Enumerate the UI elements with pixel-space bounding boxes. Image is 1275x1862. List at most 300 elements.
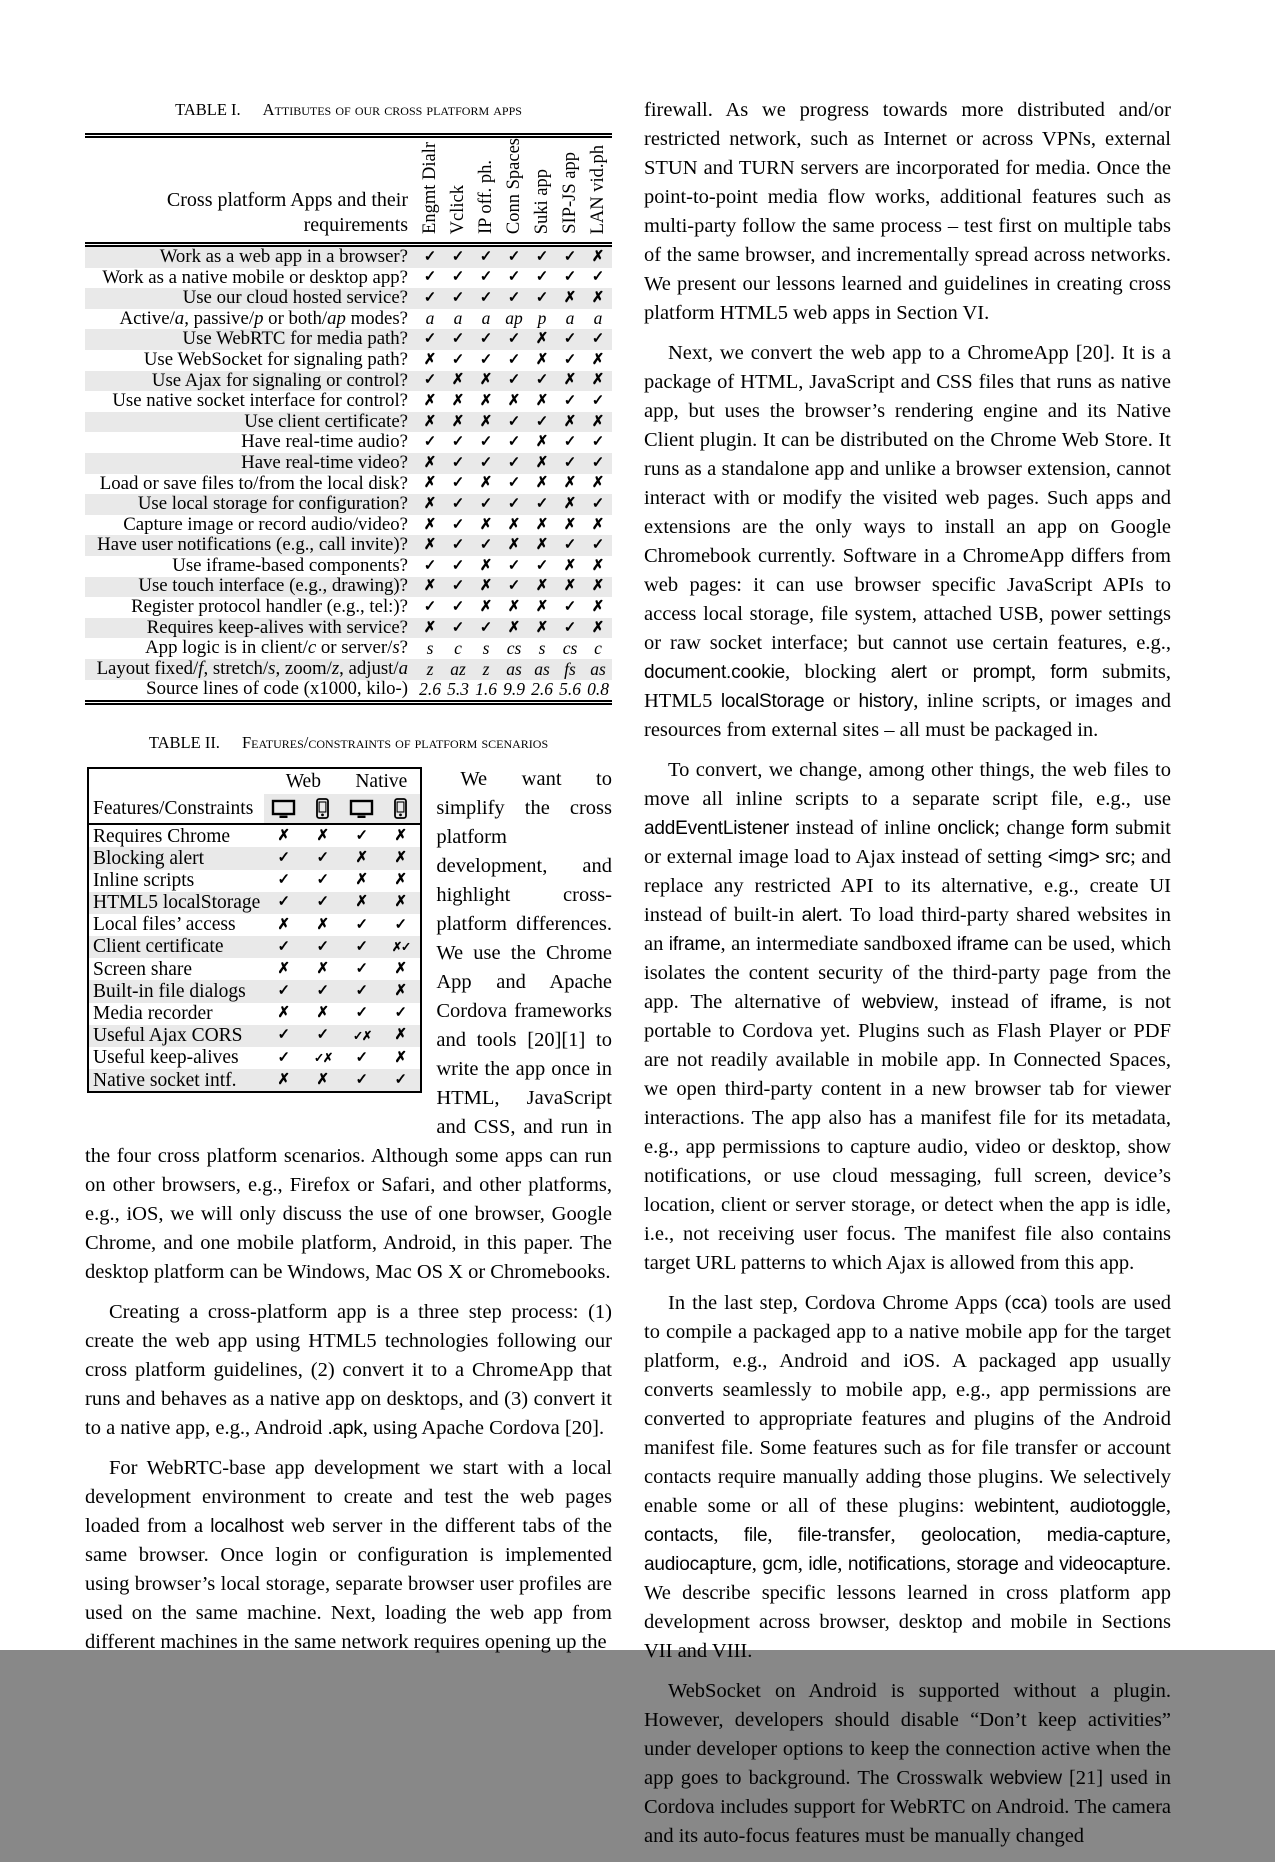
row-label: Local files’ access	[93, 914, 236, 936]
cell-value: ✗	[277, 916, 291, 933]
cell-value: ✗	[591, 290, 605, 307]
cell-value: ✗	[394, 894, 408, 911]
cell-value: ✓	[355, 960, 369, 977]
code-span: form	[1071, 818, 1109, 839]
row-label: Work as a web app in a browser?	[159, 245, 408, 267]
cell-value: ✗	[355, 872, 369, 889]
cell-value: ✓	[479, 619, 493, 636]
table-row	[85, 391, 612, 412]
cell-value: ✓	[479, 496, 493, 513]
cell-value: ✗	[316, 960, 330, 977]
cell-value: ✓	[394, 1071, 408, 1088]
row-label: Register protocol handler (e.g., tel:)?	[131, 596, 408, 618]
table-row	[88, 824, 421, 847]
cell-value: ✗	[591, 598, 605, 615]
table-row	[88, 1047, 421, 1069]
paragraph: Next, we convert the web app to a ChromeApp [20]. It is a package of HTML, JavaScript and CSS files that runs as native app, but uses the browser’s rendering engine and its Native Client plugin. It can be distributed on the Chrome Web Store. It runs as a standalone app and unlike a browser extension, cannot interact with or modify the visited web pages. Such apps and extensions are the only ways to install an app on Google Chromebook currently. Software in a ChromeApp differs from web pages: it can use browser specific JavaScript APIs to access local storage, file system, attached USB, power settings or raw socket interface; but cannot use certain features, e.g., document.cookie, blocking alert or prompt, form submits, HTML5 localStorage or history, inline scripts, or images and resources from external sites – all must be packaged in.	[644, 342, 1172, 741]
cell-value: ✓	[277, 849, 291, 866]
code-span: addEventListener	[644, 818, 790, 839]
table-row	[85, 474, 612, 495]
table-row	[88, 892, 421, 914]
table1-column-header	[472, 136, 500, 245]
cell-value: fs	[564, 658, 576, 679]
cell-value: ✗	[591, 578, 605, 595]
row-label: Requires keep-alives with service?	[146, 616, 408, 638]
code-span: <img>	[1047, 847, 1100, 868]
code-span: alert	[801, 905, 838, 926]
row-label: Have real-time audio?	[241, 431, 408, 453]
code-span: audiotoggle	[1069, 1496, 1166, 1517]
cell-value: ✓	[479, 269, 493, 286]
cell-value: 0.8	[587, 679, 609, 700]
table-row	[85, 329, 612, 350]
cell-value: ✗	[451, 393, 465, 410]
cell-value: 1.6	[475, 679, 497, 700]
table-row	[85, 597, 612, 618]
cell-value: ✓	[507, 269, 521, 286]
cell-value: ✓	[591, 496, 605, 513]
cell-value: ✓	[535, 269, 549, 286]
table-row	[88, 847, 421, 869]
cell-value: 5.3	[447, 679, 469, 700]
table2-corner-empty	[88, 768, 264, 794]
cell-value: ✓	[451, 578, 465, 595]
table2-header	[88, 768, 421, 824]
cell-value: ✗	[394, 1049, 408, 1066]
cell-value: ✓	[394, 1005, 408, 1022]
cell-value: ✓	[277, 938, 291, 955]
code-span: .apk	[327, 1418, 363, 1440]
cell-value: ✓	[451, 557, 465, 574]
cell-value: ✓	[479, 351, 493, 368]
cell-value: ✗	[479, 393, 493, 410]
paragraph: For WebRTC-base app development we start with a local development environment to create and test the web pages loaded from a localhost web server in the different tabs of the same browser. Once login or configuration is implemented using browser’s local storage, separate browser user profiles are used on the same machine. Next, loading the web app from different machines in the same network requires opening up the	[85, 1457, 612, 1654]
cell-value: ✓	[316, 983, 330, 1000]
cell-value: ✓	[355, 827, 369, 844]
cell-value: ✓	[451, 434, 465, 451]
cell-value: ✓	[507, 372, 521, 389]
cell-value: ✗	[423, 578, 437, 595]
cell-value: ✓	[563, 331, 577, 348]
cell-value: ✗	[535, 393, 549, 410]
cell-value: ✗	[316, 1005, 330, 1022]
cell-value: ✗	[394, 983, 408, 1000]
code-span: webview	[990, 1768, 1062, 1789]
cell-value: ✗	[535, 454, 549, 471]
code-span: storage	[956, 1554, 1019, 1575]
cell-value: ✗	[535, 578, 549, 595]
table2-group-header: Native	[355, 770, 408, 792]
cell-value: 5.6	[559, 679, 581, 700]
cell-value: ✓	[507, 331, 521, 348]
cell-value: z	[426, 658, 434, 679]
table1-column-header-text: LAN vid.ph	[587, 144, 608, 235]
cell-value: ✓	[277, 1049, 291, 1066]
left-column	[85, 96, 612, 1668]
code-span: localStorage	[720, 691, 825, 712]
cell-value: ✓	[423, 248, 437, 265]
desktop-icon	[342, 794, 381, 824]
cell-value: ✓	[451, 619, 465, 636]
table1-header	[85, 136, 612, 245]
cell-value: ✗	[563, 578, 577, 595]
table1-column-header-text: Vclick	[447, 184, 468, 235]
cell-value: ✓	[277, 894, 291, 911]
cell-value: s	[482, 637, 490, 658]
row-label: Capture image or record audio/video?	[123, 513, 408, 535]
row-label: Source lines of code (x1000, kilo-)	[146, 678, 408, 700]
cell-value: ✗	[423, 516, 437, 533]
cell-value: ✗	[507, 537, 521, 554]
cell-value: a	[453, 308, 463, 329]
code-span: geolocation	[921, 1525, 1017, 1546]
cell-value: ✓	[591, 269, 605, 286]
cell-value: ✗	[394, 849, 408, 866]
table-row	[88, 1069, 421, 1092]
cell-value: ap	[505, 308, 523, 329]
cell-value: ✓	[423, 269, 437, 286]
cell-value: ✓	[451, 248, 465, 265]
cell-value: ✓	[591, 331, 605, 348]
cell-value: 2.6	[419, 679, 441, 700]
cell-value: ✗	[563, 475, 577, 492]
cell-value: ✗	[355, 894, 369, 911]
cell-value: ✓	[451, 496, 465, 513]
row-label: Use our cloud hosted service?	[182, 287, 408, 309]
left-paragraphs	[85, 1298, 612, 1657]
cell-value: ✗	[277, 1071, 291, 1088]
cell-value: ✗	[394, 827, 408, 844]
cell-value: ✓	[563, 393, 577, 410]
cell-value: ✓	[451, 351, 465, 368]
code-span: iframe	[668, 934, 721, 955]
cell-value: ✓	[563, 537, 577, 554]
cell-value: ✗	[277, 960, 291, 977]
cell-value: ✗	[535, 351, 549, 368]
cell-value: ✓	[563, 619, 577, 636]
table-row	[85, 309, 612, 330]
table1-column-header-text: Suki app	[531, 168, 552, 235]
row-label: Use client certificate?	[244, 410, 408, 432]
row-label: Blocking alert	[93, 847, 205, 869]
table1-column-header-text: Conn Spaces	[503, 138, 524, 235]
cell-value: ✓	[507, 496, 521, 513]
cell-value: ✗	[591, 413, 605, 430]
table-row	[88, 980, 421, 1002]
table2-caption	[85, 733, 612, 753]
cell-value: ✗	[535, 434, 549, 451]
cell-value: ✗	[316, 1071, 330, 1088]
cell-value: ✗	[316, 916, 330, 933]
cell-value: ✓	[316, 849, 330, 866]
cell-value: az	[450, 658, 466, 679]
cell-value: ✓	[479, 434, 493, 451]
table-row	[85, 350, 612, 371]
cell-value: ✓	[316, 894, 330, 911]
row-label: Client certificate	[93, 936, 224, 958]
row-label: Have user notifications (e.g., call invite)?	[97, 534, 408, 556]
cell-value: ✓	[451, 290, 465, 307]
code-span: alert	[890, 662, 927, 683]
code-span: file	[743, 1525, 768, 1546]
cell-value: ✗	[355, 849, 369, 866]
cell-value: ✗	[507, 619, 521, 636]
cell-value: ✓	[423, 331, 437, 348]
cell-value: ✗	[591, 619, 605, 636]
cell-value: ✓	[451, 537, 465, 554]
cell-value: ✗	[394, 960, 408, 977]
code-span: webview	[862, 992, 934, 1013]
cell-value: ✗	[535, 537, 549, 554]
cell-value: ✓	[277, 983, 291, 1000]
cell-value: ✗	[563, 372, 577, 389]
cell-value: ✗	[591, 516, 605, 533]
code-span: onclick	[937, 818, 995, 839]
cell-value: ✓	[451, 454, 465, 471]
right-column	[644, 96, 1171, 1862]
table1-column-header	[556, 136, 584, 245]
table-row	[85, 268, 612, 289]
cell-value: as	[534, 658, 550, 679]
code-span: idle	[808, 1554, 838, 1575]
cell-value: ✓	[507, 578, 521, 595]
code-span: prompt	[972, 662, 1031, 683]
cell-value: ✓	[563, 351, 577, 368]
cell-value: ✓	[535, 557, 549, 574]
cell-value: ✗	[591, 248, 605, 265]
cell-value: ✗	[277, 1005, 291, 1022]
mobile-icon	[303, 794, 342, 824]
cell-value: ✓	[451, 516, 465, 533]
cell-value: ✓✗	[313, 1050, 332, 1065]
cell-value: as	[506, 658, 522, 679]
cell-value: ✗	[423, 496, 437, 513]
table-row	[85, 245, 612, 268]
row-label: Requires Chrome	[93, 825, 231, 847]
cell-value: ✗	[451, 372, 465, 389]
cell-value: ✓✗	[352, 1028, 371, 1043]
cell-value: ✗	[535, 331, 549, 348]
cell-value: ✓	[507, 413, 521, 430]
table1-caption-title: Attibutes of our cross platform apps	[262, 100, 522, 119]
desktop-icon	[264, 794, 303, 824]
table2-caption-label: TABLE II.	[148, 733, 220, 753]
cell-value: ✗	[591, 557, 605, 574]
right-paragraphs	[644, 96, 1171, 1851]
code-span: videocapture	[1059, 1554, 1166, 1575]
cell-value: ✗	[394, 1027, 408, 1044]
cell-value: ✓	[355, 1049, 369, 1066]
table-row	[85, 680, 612, 703]
cell-value: c	[594, 637, 602, 658]
cell-value: ✗	[423, 475, 437, 492]
cell-value: a	[565, 308, 575, 329]
cell-value: ✓	[451, 269, 465, 286]
cell-value: as	[590, 658, 606, 679]
table2-section	[85, 765, 612, 1287]
code-span: history	[858, 691, 914, 712]
paragraph: Creating a cross-platform app is a three step process: (1) create the web app using HTML5 technologies following our cross platform guidelines, (2) convert it to a ChromeApp that runs and behaves as a native app on desktops, and (3) convert it to a native app, e.g., Android .apk, using Apache Cordova [20].	[85, 1301, 612, 1440]
cell-value: ✗	[479, 578, 493, 595]
row-label: Built-in file dialogs	[93, 980, 246, 1002]
cell-value: ✓	[507, 434, 521, 451]
row-label: Use iframe-based components?	[172, 554, 408, 576]
table-row	[88, 936, 421, 958]
code-span: contacts	[644, 1525, 714, 1546]
cell-value: ✓	[277, 872, 291, 889]
cell-value: ✗	[423, 413, 437, 430]
cell-value: ✗	[451, 413, 465, 430]
cell-value: ✓	[355, 983, 369, 1000]
cell-value: p	[537, 308, 547, 329]
cell-value: ✗	[507, 598, 521, 615]
cell-value: ✓	[423, 372, 437, 389]
code-span: file-transfer	[797, 1525, 891, 1546]
row-label: Use WebRTC for media path?	[182, 328, 408, 350]
row-label: Useful keep-alives	[93, 1047, 239, 1069]
cell-value: ✓	[451, 598, 465, 615]
table1-column-header-text: IP off. ph.	[475, 160, 496, 235]
code-span: iframe	[1050, 992, 1102, 1013]
cell-value: ✓	[277, 1027, 291, 1044]
cell-value: ✗	[423, 393, 437, 410]
cell-value: ✗	[563, 557, 577, 574]
table-row	[85, 432, 612, 453]
cell-value: a	[425, 308, 435, 329]
cell-value: ✓	[479, 248, 493, 265]
cell-value: ✗	[479, 413, 493, 430]
cell-value: ✗	[563, 290, 577, 307]
cell-value: ✓	[394, 916, 408, 933]
cell-value: ✗	[507, 516, 521, 533]
cell-value: ✗	[394, 872, 408, 889]
cell-value: s	[538, 637, 546, 658]
row-label: Use Ajax for signaling or control?	[151, 369, 408, 391]
table1-caption	[85, 100, 612, 120]
code-span: src	[1105, 847, 1131, 868]
cell-value: ✓	[563, 454, 577, 471]
cell-value: ✗	[423, 454, 437, 471]
cell-value: ✗	[563, 516, 577, 533]
table2-corner-label: Features/Constraints	[93, 797, 254, 819]
cell-value: ✗	[535, 516, 549, 533]
cell-value: ✗	[479, 598, 493, 615]
code-span: gcm	[762, 1554, 798, 1575]
row-label: Inline scripts	[93, 869, 195, 891]
cell-value: ✓	[451, 475, 465, 492]
cell-value: ✓	[507, 290, 521, 307]
mobile-icon	[381, 794, 421, 824]
cell-value: ✓	[507, 475, 521, 492]
table1-column-header	[444, 136, 472, 245]
table2-caption-title: Features/constraints of platform scenarios	[241, 733, 549, 753]
cell-value: z	[482, 658, 490, 679]
cell-value: ✓	[479, 331, 493, 348]
table1-caption-label: TABLE I.	[175, 100, 241, 119]
table1-column-header	[500, 136, 528, 245]
table1-row-header-label: Cross platform Apps and their requirements	[85, 136, 416, 245]
table1-column-header-text: SIP-JS app	[559, 152, 580, 235]
cell-value: c	[454, 637, 462, 658]
code-span: form	[1050, 662, 1088, 683]
table1-column-header	[584, 136, 612, 245]
code-span: document.cookie	[644, 662, 785, 683]
code-span: iframe	[956, 934, 1009, 955]
table-row	[85, 288, 612, 309]
cell-value: ✓	[423, 557, 437, 574]
cell-value: ✗	[563, 496, 577, 513]
table1-column-header-text: Engmt Dialr	[419, 142, 440, 235]
row-label: Work as a native mobile or desktop app?	[102, 266, 408, 288]
row-label: Use WebSocket for signaling path?	[143, 348, 408, 370]
cell-value: ✓	[423, 434, 437, 451]
cell-value: ✗	[535, 598, 549, 615]
table-row	[85, 618, 612, 639]
cell-value: ✓	[316, 938, 330, 955]
cell-value: ✗	[479, 372, 493, 389]
cell-value: ✓	[535, 413, 549, 430]
row-label: Native socket intf.	[93, 1069, 237, 1091]
code-span: localhost	[210, 1516, 284, 1538]
row-label: App logic is in client/c or server/s?	[145, 637, 408, 659]
row-label: Active/a, passive/p or both/ap modes?	[119, 307, 408, 329]
table-row	[85, 638, 612, 659]
cell-value: ✗	[423, 537, 437, 554]
cell-value: ✗✓	[391, 939, 410, 954]
table-row	[85, 453, 612, 474]
cell-value: ✗	[423, 619, 437, 636]
table-row	[88, 1003, 421, 1025]
table-row	[85, 577, 612, 598]
cell-value: ✓	[355, 1005, 369, 1022]
table1-column-header	[416, 136, 444, 245]
table-row	[85, 412, 612, 433]
cell-value: ✗	[277, 827, 291, 844]
row-label: Screen share	[93, 958, 193, 980]
cell-value: ✓	[479, 290, 493, 307]
table-row	[85, 535, 612, 556]
cell-value: ✗	[591, 351, 605, 368]
cell-value: ✓	[507, 351, 521, 368]
cell-value: ✓	[535, 248, 549, 265]
cell-value: ✓	[591, 454, 605, 471]
table-row	[85, 371, 612, 392]
cell-value: s	[426, 637, 434, 658]
cell-value: a	[481, 308, 491, 329]
row-label: Use touch interface (e.g., drawing)?	[138, 575, 408, 597]
paragraph: WebSocket on Android is supported without a plugin. However, developers should disable “Don’t keep activities” under developer options to keep the connection active when the app goes to background. The Crosswalk webview [21] used in Cordova includes support for WebRTC on Android. The camera and its auto-focus features must be manually changed	[644, 1680, 1171, 1847]
table2-platform-scenarios	[87, 767, 422, 1093]
cell-value: ✓	[507, 557, 521, 574]
cell-value: ✓	[535, 372, 549, 389]
row-label: Have real-time video?	[241, 451, 408, 473]
cell-value: cs	[562, 637, 578, 658]
cell-value: ✓	[507, 248, 521, 265]
table2-group-header: Web	[285, 770, 321, 792]
code-span: notifications	[847, 1554, 946, 1575]
row-label: Media recorder	[93, 1003, 213, 1024]
cell-value: 9.9	[503, 679, 525, 700]
cell-value: ✓	[535, 496, 549, 513]
table-row	[85, 556, 612, 577]
cell-value: ✓	[479, 537, 493, 554]
cell-value: ✗	[479, 475, 493, 492]
table-row	[85, 515, 612, 536]
cell-value: ✓	[355, 1071, 369, 1088]
cell-value: ✓	[423, 598, 437, 615]
code-span: webintent	[974, 1496, 1055, 1517]
cell-value: ✓	[316, 872, 330, 889]
